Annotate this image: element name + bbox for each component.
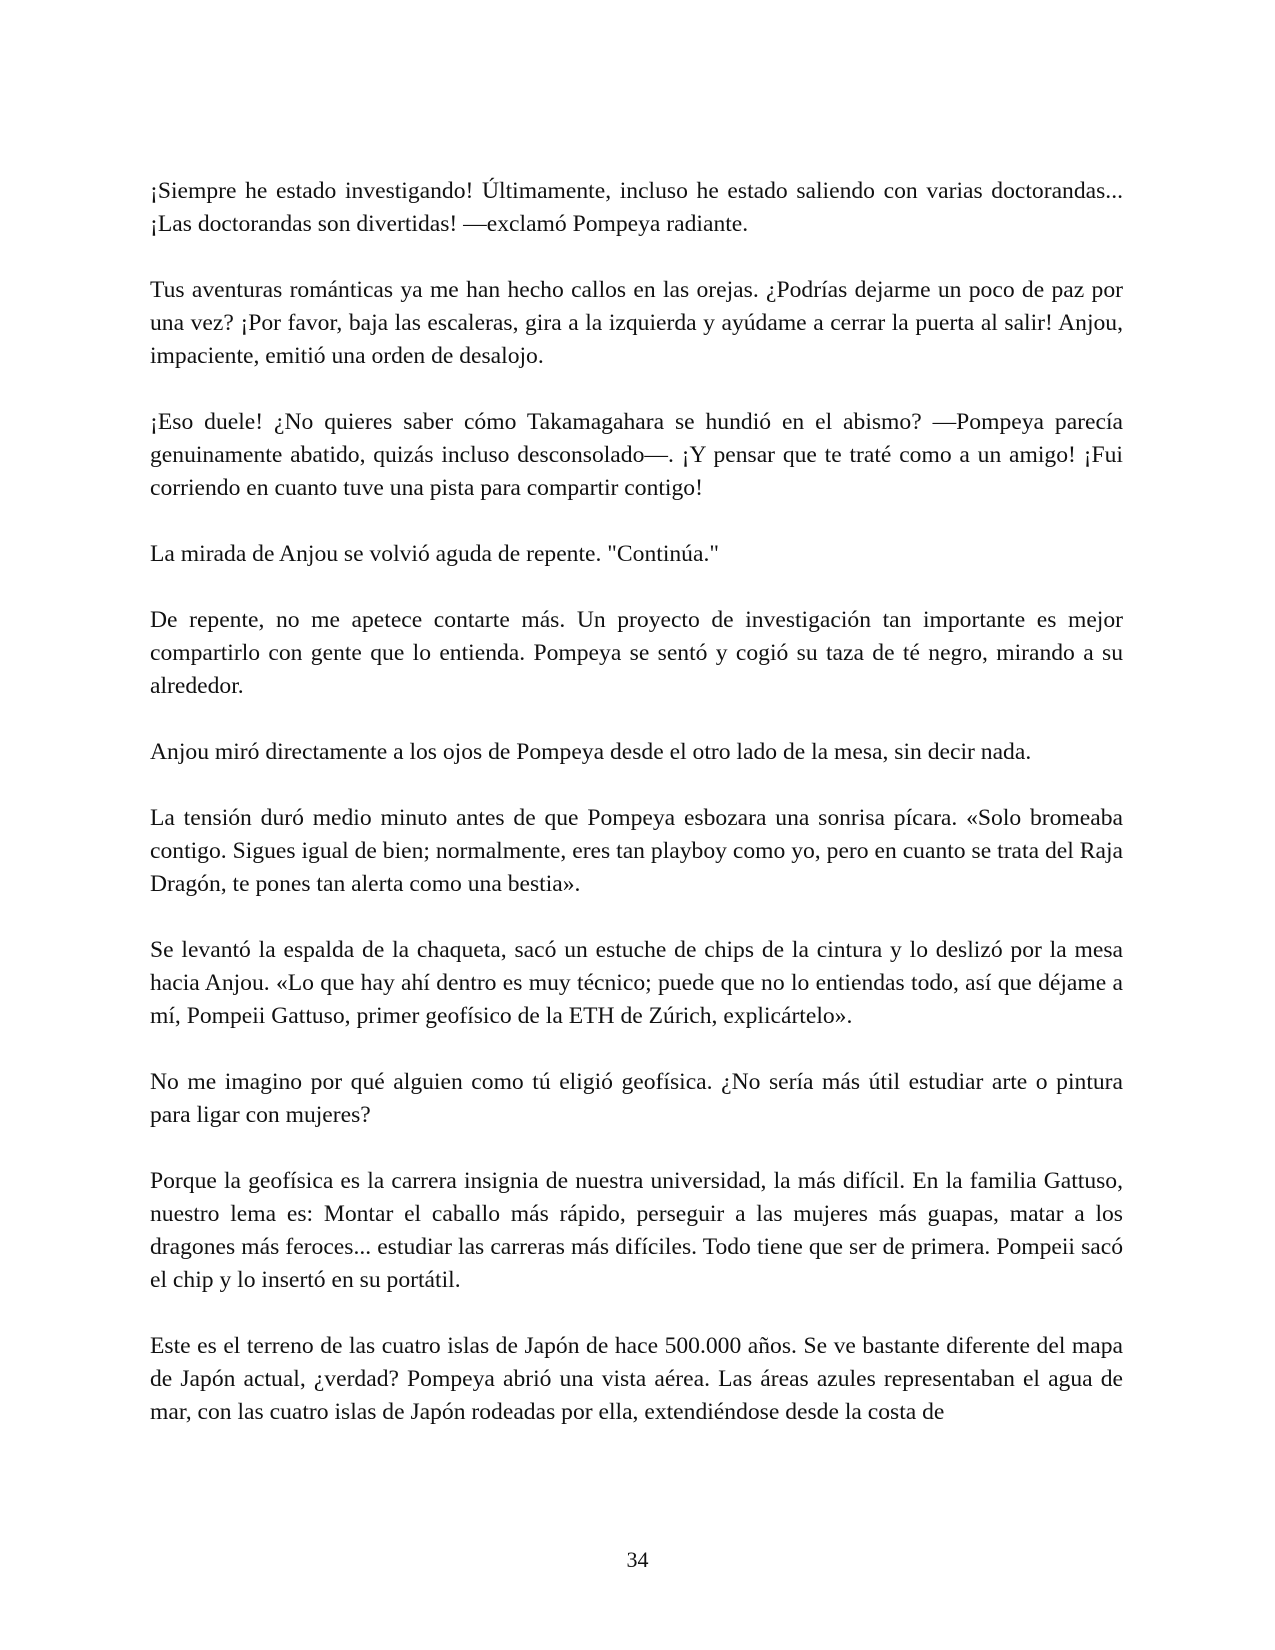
paragraph: Tus aventuras románticas ya me han hecho callos en las orejas. ¿Podrías dejarme un poco de paz por una vez? ¡Por favor, baja las escaleras, gira a la izquierda y ayúdame a cerrar la puerta al salir! Anjou, impaciente, emitió una orden de desalojo. xyxy=(150,277,1123,369)
paragraph: Anjou miró directamente a los ojos de Pompeya desde el otro lado de la mesa, sin decir nada. xyxy=(150,739,1032,765)
paragraph: De repente, no me apetece contarte más. Un proyecto de investigación tan importante es mejor compartirlo con gente que lo entienda. Pompeya se sentó y cogió su taza de té negro, mirando a su alrededor. xyxy=(150,607,1123,699)
page-number: 34 xyxy=(626,1547,649,1572)
paragraph: Este es el terreno de las cuatro islas de Japón de hace 500.000 años. Se ve bastante diferente del mapa de Japón actual, ¿verdad? Pompeya abrió una vista aérea. Las áreas azules representaban el agua de mar, con las cuatro islas de Japón rodeadas por ella, extendiéndose desde la costa de xyxy=(150,1333,1123,1425)
paragraph: ¡Siempre he estado investigando! Últimamente, incluso he estado saliendo con varias doctorandas... ¡Las doctorandas son divertidas! —exclamó Pompeya radiante. xyxy=(150,178,1123,237)
paragraph: La mirada de Anjou se volvió aguda de repente. "Continúa." xyxy=(150,541,719,567)
paragraph: La tensión duró medio minuto antes de que Pompeya esbozara una sonrisa pícara. «Solo bromeaba contigo. Sigues igual de bien; normalmente, eres tan playboy como yo, pero en cuanto se trata del Raja Dragón, te pones tan alerta como una bestia». xyxy=(150,805,1123,897)
body-text xyxy=(150,175,1123,1462)
paragraph: No me imagino por qué alguien como tú eligió geofísica. ¿No sería más útil estudiar arte o pintura para ligar con mujeres? xyxy=(150,1069,1123,1128)
paragraph: ¡Eso duele! ¿No quieres saber cómo Takamagahara se hundió en el abismo? —Pompeya parecía genuinamente abatido, quizás incluso desconsolado—. ¡Y pensar que te traté como a un amigo! ¡Fui corriendo en cuanto tuve una pista para compartir contigo! xyxy=(150,409,1123,501)
paragraph: Se levantó la espalda de la chaqueta, sacó un estuche de chips de la cintura y lo deslizó por la mesa hacia Anjou. «Lo que hay ahí dentro es muy técnico; puede que no lo entiendas todo, así que déjame a mí, Pompeii Gattuso, primer geofísico de la ETH de Zúrich, explicártelo». xyxy=(150,937,1123,1029)
paragraph: Porque la geofísica es la carrera insignia de nuestra universidad, la más difícil. En la familia Gattuso, nuestro lema es: Montar el caballo más rápido, perseguir a las mujeres más guapas, matar a los dragones más feroces... estudiar las carreras más difíciles. Todo tiene que ser de primera. Pompeii sacó el chip y lo insertó en su portátil. xyxy=(150,1168,1123,1293)
